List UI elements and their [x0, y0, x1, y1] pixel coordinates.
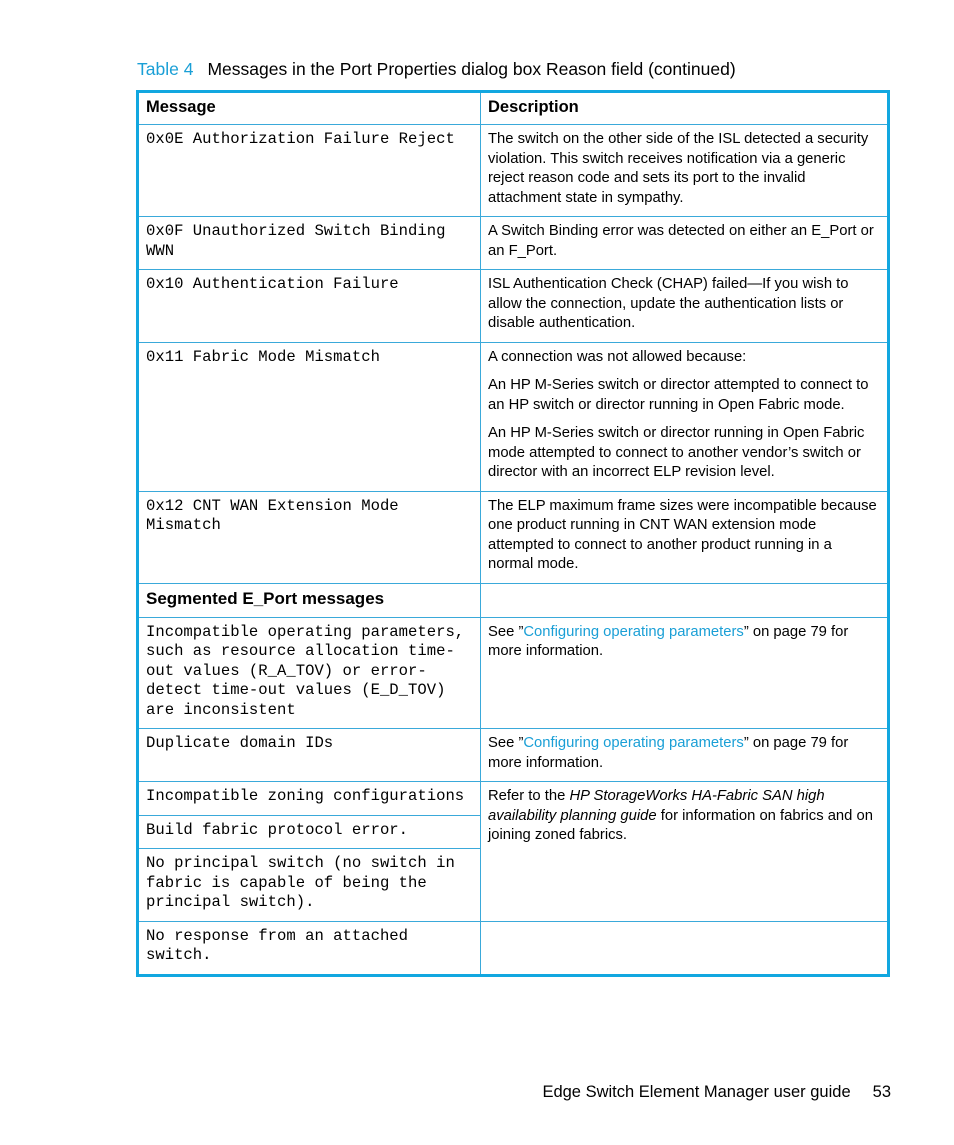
- message-cell: No response from an attached switch.: [138, 921, 481, 975]
- description-paragraph: An HP M-Series switch or director attempted to connect to an HP switch or director running in Open Fabric mode.: [488, 377, 869, 413]
- message-cell: 0x10 Authentication Failure: [138, 270, 481, 343]
- description-text: Refer to the: [488, 788, 570, 804]
- table-row: [138, 125, 889, 217]
- table-row: [138, 921, 889, 975]
- header-description: Description: [481, 92, 889, 125]
- message-cell: 0x11 Fabric Mode Mismatch: [138, 342, 481, 491]
- table-row: [138, 270, 889, 343]
- configuring-parameters-link[interactable]: Configuring operating parameters: [523, 735, 744, 751]
- message-cell: Incompatible zoning configurations: [138, 782, 481, 816]
- message-cell: 0x0E Authorization Failure Reject: [138, 125, 481, 217]
- table-row: [138, 217, 889, 270]
- page-footer: [542, 1083, 891, 1102]
- description-text: See ”: [488, 735, 524, 751]
- table-number: Table 4: [137, 59, 194, 79]
- description-cell: [481, 342, 889, 491]
- messages-table: [136, 90, 890, 977]
- description-text: See ”: [488, 623, 524, 640]
- table-caption: [137, 59, 736, 80]
- description-cell: The switch on the other side of the ISL detected a security violation. This switch receives notification via a generic reject reason code and sets its port to the invalid attachment state in sympathy.: [481, 125, 889, 217]
- table-row: [138, 782, 889, 816]
- description-cell: [481, 617, 889, 729]
- message-cell: 0x12 CNT WAN Extension Mode Mismatch: [138, 491, 481, 583]
- message-cell: Incompatible operating parameters, such as resource allocation time-out values (R_A_TOV) or error-detect time-out values (E_D_TOV) are inconsistent: [138, 617, 481, 729]
- description-text: for information on fabrics and on joining zoned fabrics.: [488, 807, 873, 843]
- table-row: [138, 491, 889, 583]
- configuring-parameters-link[interactable]: Configuring operating parameters: [523, 623, 744, 640]
- table-row: [138, 729, 889, 782]
- description-text: ” on page 79 for more information.: [488, 735, 849, 771]
- message-cell: 0x0F Unauthorized Switch Binding WWN: [138, 217, 481, 270]
- section-title: Segmented E_Port messages: [138, 583, 481, 617]
- guide-title: HP StorageWorks HA-Fabric SAN high availability planning guide: [488, 788, 825, 824]
- table-title: Messages in the Port Properties dialog box Reason field (continued): [207, 59, 736, 79]
- header-message: Message: [138, 92, 481, 125]
- message-cell: Build fabric protocol error.: [138, 815, 481, 849]
- table-header-row: [138, 92, 889, 125]
- message-cell: Duplicate domain IDs: [138, 729, 481, 782]
- description-text: ” on page 79 for more information.: [488, 623, 849, 659]
- guide-name: Edge Switch Element Manager user guide: [542, 1083, 851, 1101]
- description-cell: A Switch Binding error was detected on either an E_Port or an F_Port.: [481, 217, 889, 270]
- description-cell: ISL Authentication Check (CHAP) failed—If you wish to allow the connection, update the authentication lists or disable authentication.: [481, 270, 889, 343]
- page-number: 53: [872, 1083, 891, 1101]
- table-row: [138, 617, 889, 729]
- table-row: [138, 342, 889, 491]
- description-cell: The ELP maximum frame sizes were incompatible because one product running in CNT WAN extension mode attempted to connect to another product running in a normal mode.: [481, 491, 889, 583]
- description-cell: [481, 729, 889, 782]
- description-cell: [481, 782, 889, 922]
- description-paragraph: An HP M-Series switch or director running in Open Fabric mode attempted to connect to another vendor’s switch or director with an incorrect ELP revision level.: [488, 425, 865, 480]
- section-row: [138, 583, 889, 617]
- empty-cell: [481, 921, 889, 975]
- description-paragraph: A connection was not allowed because:: [488, 348, 747, 365]
- empty-cell: [481, 583, 889, 617]
- message-cell: No principal switch (no switch in fabric is capable of being the principal switch).: [138, 849, 481, 922]
